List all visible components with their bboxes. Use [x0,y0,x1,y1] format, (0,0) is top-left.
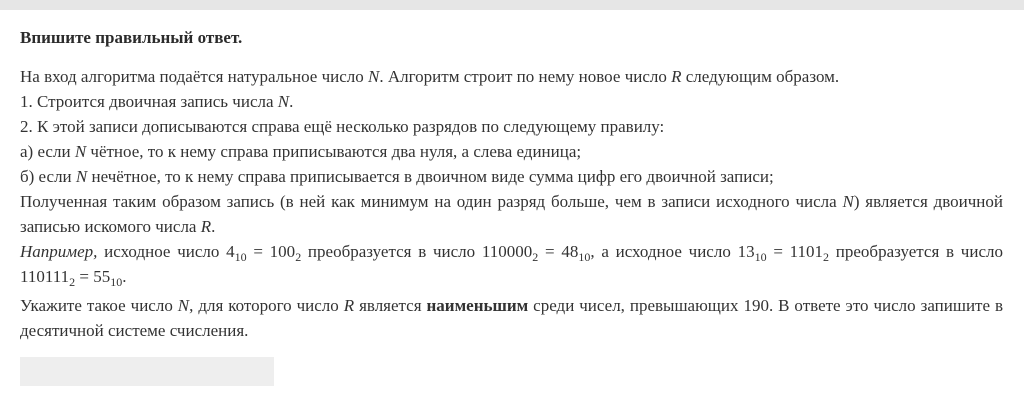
task-intro: На вход алгоритма подаётся натуральное число N. Алгоритм строит по нему новое число R следующим образом. [20,67,840,86]
instruction-heading: Впишите правильный ответ. [20,28,243,47]
task-step-2: 2. К этой записи дописываются справа ещё несколько разрядов по следующему правилу: [20,117,665,136]
task-rule-a: а) если N чётное, то к нему справа приписываются два нуля, а слева единица; [20,142,582,161]
task-question: Укажите такое число N, для которого число R является наименьшим среди чисел, превышающих 190. В ответе это число запишите в десятичной системе счисления. [20,296,1003,340]
task-content [20,26,1003,343]
task-text [20,64,1003,343]
task-result: Полученная таким образом запись (в ней как минимум на один разряд больше, чем в записи исходного числа N) является двоичной записью искомого числа R. [20,192,1003,236]
task-step-1: 1. Строится двоичная запись числа N. [20,92,294,111]
task-example: Например, исходное число $4_{10} = 100_2$ преобразуется в число $110000_2 = 48_{10}$, а исходное число $13_{10} = 1101_2$ преобразуется в число $110111_2 = 55_{10}$. [20,242,1003,289]
answer-input[interactable] [20,357,274,386]
task-rule-b: б) если N нечётное, то к нему справа приписывается в двоичном виде сумма цифр его двоичной записи; [20,167,774,186]
top-bar [0,0,1024,10]
